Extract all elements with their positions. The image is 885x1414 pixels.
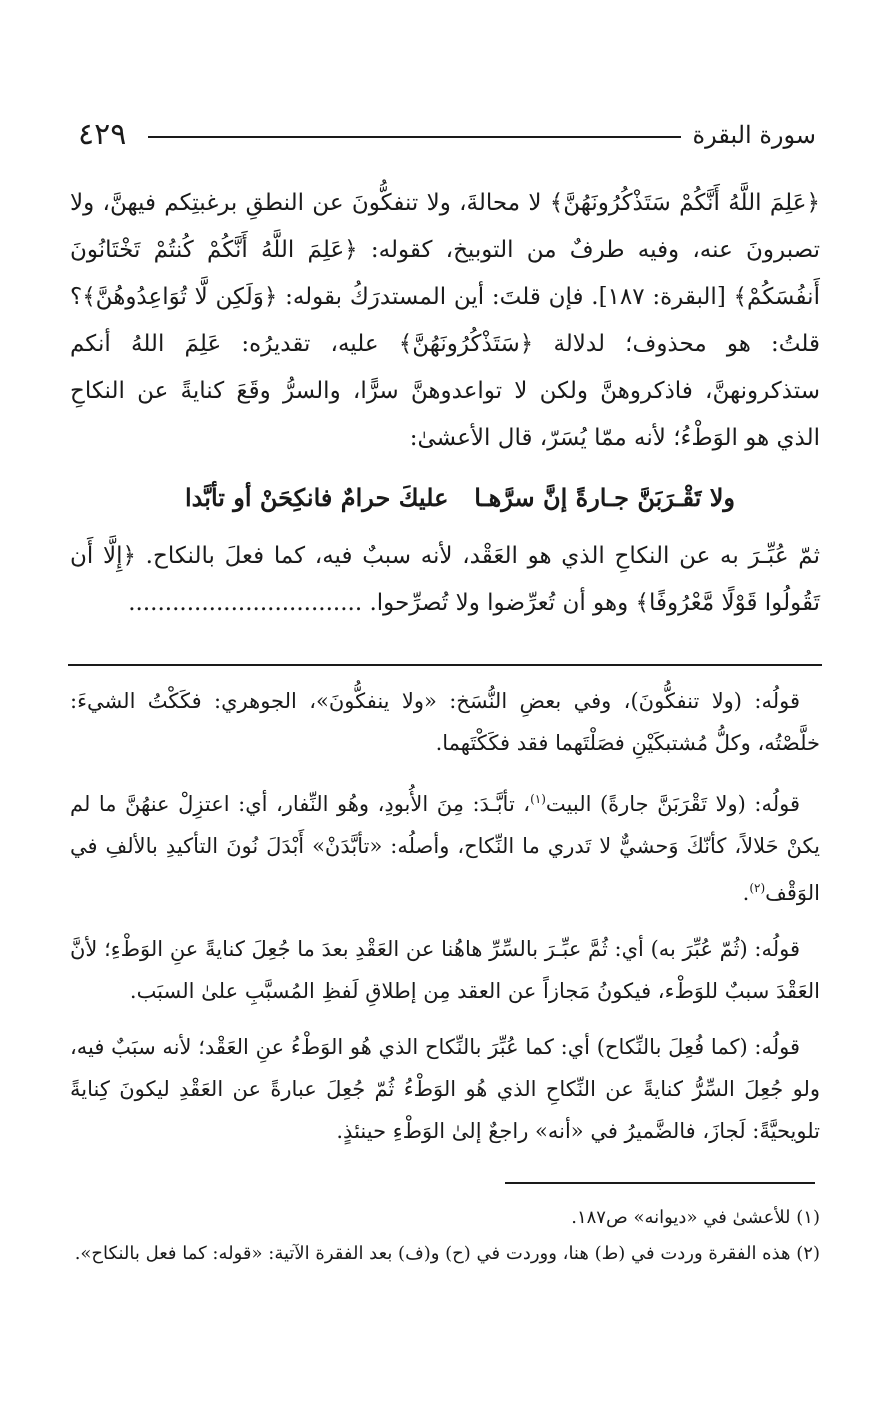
commentary-paragraph-2: قولُه: (ولا تَقْرَبَنَّ جارةً) البيت$^{(١)}$، تأبَّـدَ: مِنَ الأُبودِ، وهُو النِّفار، أي: اعتزِلْ عنهُنَّ ما لم يكنْ حَلالاً، كأنّكَ وَحشيٌّ لا تَدري ما النِّكاح، وأصلُه: «تأبَّدَنْ» أَبْدَلَ نُونَ التأكيدِ بالألفِ في الوَقْف$^{(٢)}$. bbox=[70, 792, 820, 905]
commentary-paragraph-1: قولُه: (ولا تنفكُّونَ)، وفي بعضِ النُّسَخ: «ولا ينفكُّونَ»، الجوهري: فكَكْتُ الشيءَ: خلَّصْتُه، وكلُّ مُشتبكَيْنِ فصَلْتَهما فقد فكَكْتَهما. bbox=[70, 689, 820, 755]
main-paragraph-2: ثمّ عُبِّـرَ به عن النكاحِ الذي هو العَقْد، لأنه سببٌ فيه، كما فعلَ بالنكاح. ﴿إِلَّا أَن تَقُولُوا قَوْلًا مَّعْرُوفًا﴾ وهو أن تُعرِّضوا ولا تُصرِّحوا. ................................ bbox=[70, 543, 820, 616]
commentary-paragraph-4: قولُه: (كما فُعِلَ بالنِّكاح) أي: كما عُبِّرَ بالنِّكاح الذي هُو الوَطْءُ عنِ العَقْد؛ لأنه سبَبٌ فيه، ولو جُعِلَ السِّرُّ كنايةً عن النِّكاحِ الذي هُو الوَطْءُ ثُمّ جُعِلَ عبارةً عن العَقْدِ ليكونَ كِنايةً تلويحيَّةً: لَجازَ، فالضَّميرُ في «أنه» راجعٌ إلىٰ الوَطْءِ حينئذٍ. bbox=[70, 1035, 820, 1143]
surah-title: سورة البقرة bbox=[692, 121, 816, 149]
footnote-2: (٢) هذه الفقرة وردت في (ط) هنا، ووردت في (ح) و(ف) بعد الفقرة الآتية: «قوله: كما فعل بالنكاح». bbox=[74, 1243, 820, 1264]
footnote-rule bbox=[505, 1182, 815, 1184]
section-separator bbox=[68, 664, 822, 666]
commentary-2-part-a: قولُه: (ولا تَقْرَبَنَّ جارةً) البيت bbox=[545, 792, 800, 816]
commentary-paragraph-3: قولُه: (ثُمّ عُبِّرَ به) أي: ثُمَّ عبِّـرَ بالسِّرِّ هاهُنا عن العَقْدِ بعدَ ما جُعِلَ كنايةً عنِ الوَطْءِ؛ لأنَّ العَقْدَ سببٌ للوَطْء، فيكونُ مَجازاً عن العقد مِن إطلاقِ لَفظِ المُسبَّبِ علىٰ السبَب. bbox=[70, 937, 820, 1003]
main-paragraph-1: ﴿عَلِمَ اللَّهُ أَنَّكُمْ سَتَذْكُرُونَهُنَّ﴾ لا محالةَ، ولا تنفكُّونَ عن النطقِ برغبتِكم فيهنَّ، ولا تصبرونَ عنه، وفيه طرفٌ من التوبيخ، كقوله: ﴿عَلِمَ اللَّهُ أَنَّكُمْ كُنتُمْ تَخْتَانُونَ أَنفُسَكُمْ﴾ [البقرة: ١٨٧]. فإن قلتَ: أين المستدرَكُ بقوله: ﴿وَلَكِن لَّا تُوَاعِدُوهُنَّ﴾؟ قلتُ: هو محذوف؛ لدلالة ﴿سَتَذْكُرُونَهُنَّ﴾ عليه، تقديرُه: عَلِمَ اللهُ أنكم ستذكرونهنَّ، فاذكروهنَّ ولكن لا تواعدوهنَّ سرًّا، والسرُّ وقَعَ كنايةً عن النكاحِ الذي هو الوَطْءُ؛ لأنه ممّا يُسَرّ، قال الأعشىٰ: bbox=[70, 190, 820, 451]
verse-second-hemistich: عليكَ حرامٌ فانكِحَنْ أو تأبَّدا bbox=[185, 483, 449, 512]
verse-first-hemistich: ولا تَقْـرَبَنَّ جـارةً إنَّ سرَّهـا bbox=[474, 483, 735, 512]
footnotes bbox=[70, 1200, 820, 1272]
footnote-ref-2[interactable]: (٢) bbox=[749, 881, 766, 895]
page-number: ٤٢٩ bbox=[78, 117, 127, 152]
poetry-verse bbox=[185, 474, 735, 521]
commentary-2-part-b: ، تأبَّـدَ: مِنَ الأُبودِ، وهُو النِّفار، أي: اعتزِلْ عنهُنَّ ما لم يكنْ حَلالاً، كأنّكَ وَحشيٌّ لا تَدري ما النِّكاح، وأصلُه: «تأبَّدَنْ» أَبْدَلَ نُونَ التأكيدِ بالألفِ في الوَقْف bbox=[70, 792, 820, 905]
main-text bbox=[70, 180, 820, 627]
commentary bbox=[70, 680, 820, 1166]
header-rule bbox=[148, 136, 681, 138]
footnote-ref-1[interactable]: (١) bbox=[530, 792, 546, 806]
footnote-1: (١) للأعشىٰ في «ديوانه» ص١٨٧. bbox=[571, 1207, 820, 1228]
page-header bbox=[78, 118, 816, 162]
